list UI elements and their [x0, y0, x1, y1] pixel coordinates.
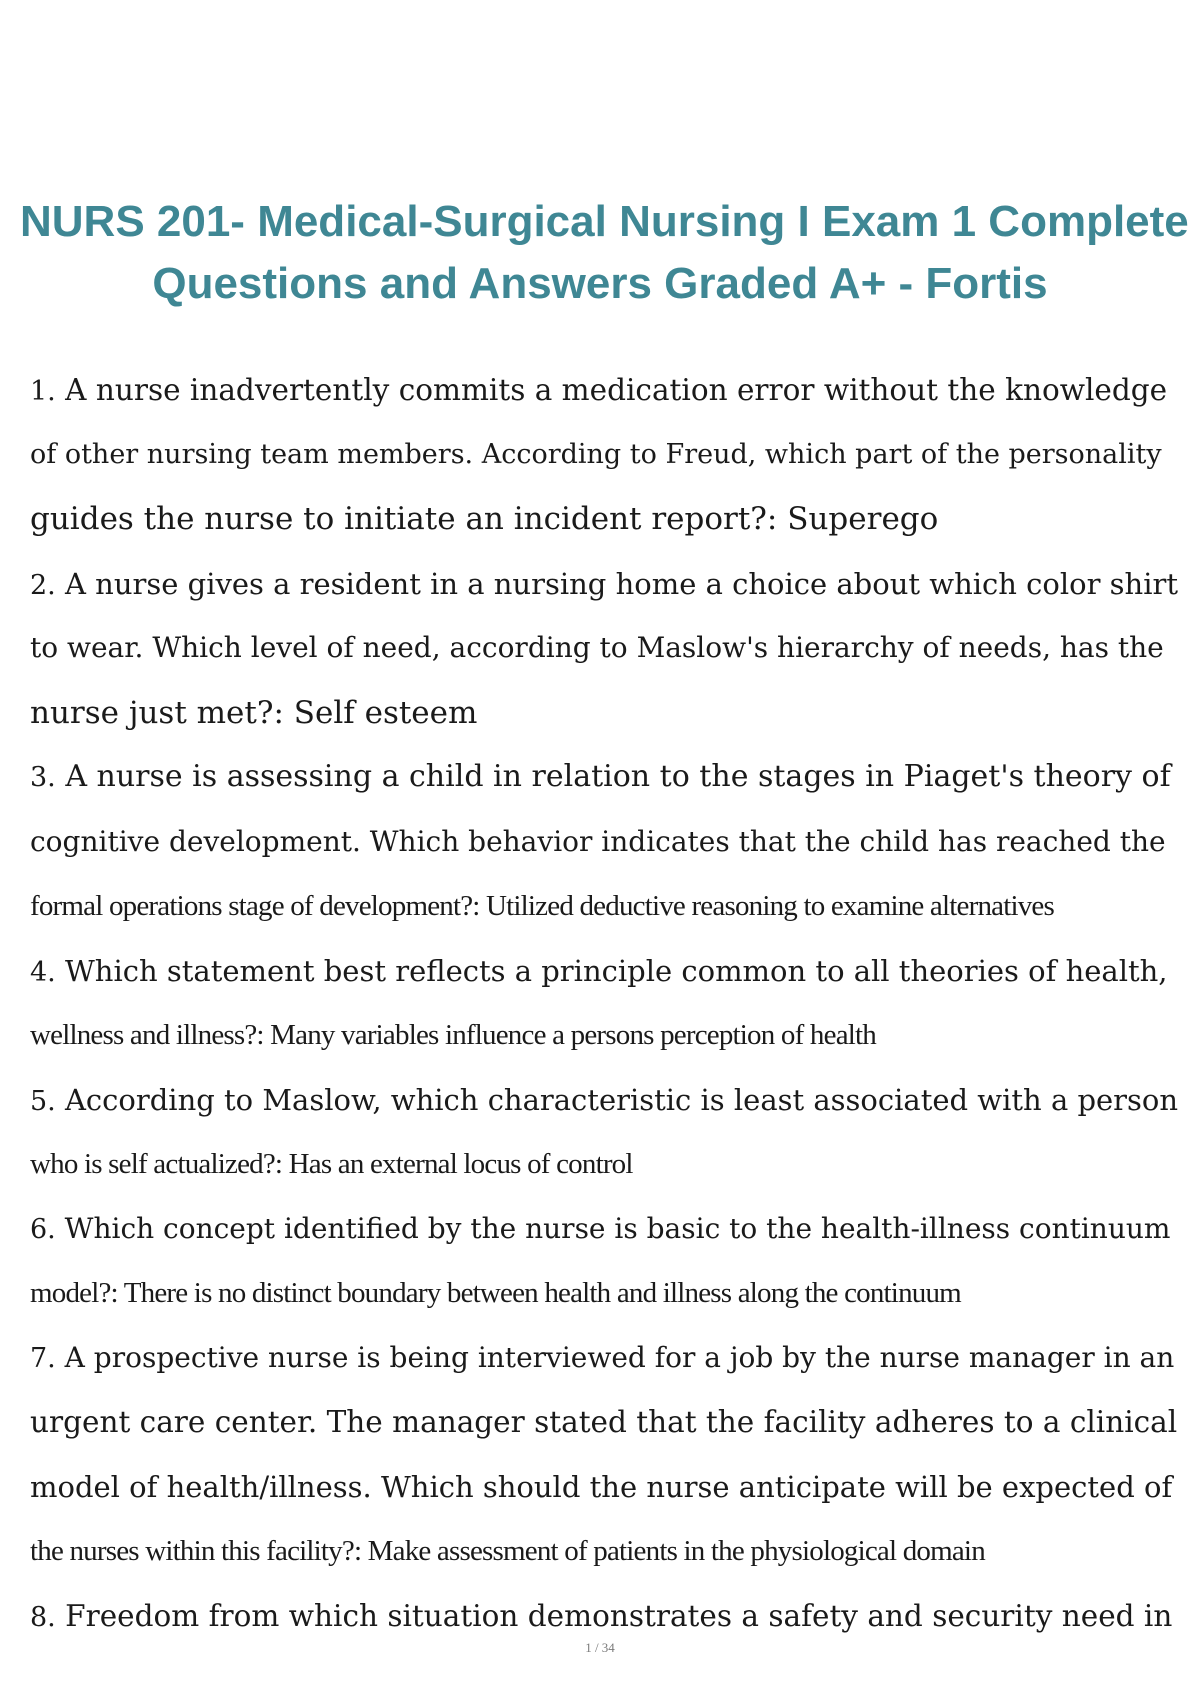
question-line — [30, 1326, 1180, 1391]
question-number: 5. — [30, 1085, 56, 1117]
title-line-1: NURS 201- Medical-Surgical Nursing I Exam 1 Complete — [20, 197, 1189, 247]
question-line: to wear. Which level of need, according to Maslow's hierarchy of needs, has the — [30, 631, 1164, 664]
question-item-6 — [30, 1197, 1180, 1326]
question-item-2 — [30, 552, 1180, 746]
question-number: 6. — [30, 1213, 56, 1245]
question-item-7 — [30, 1326, 1180, 1584]
question-line: of other nursing team members. According to Freud, which part of the personality — [30, 438, 1162, 470]
page-number: 1 / 34 — [585, 1640, 615, 1655]
question-text: According to Maslow, which characteristic is least associated with a person — [64, 1082, 1179, 1117]
question-text: Which concept identified by the nurse is basic to the health-illness continuum — [64, 1211, 1171, 1245]
answer-line: model?: There is no distinct boundary between health and illness along the continuum — [30, 1277, 961, 1309]
answer-line: wellness and illness?: Many variables influence a persons perception of health — [30, 1019, 876, 1051]
answer-line: formal operations stage of development?: Utilized deductive reasoning to examine alternatives — [30, 890, 1054, 922]
question-line — [30, 1068, 1180, 1133]
question-line: urgent care center. The manager stated that the facility adheres to a clinical — [30, 1405, 1178, 1439]
question-text: A nurse is assessing a child in relation to the stages in Piaget's theory of — [65, 759, 1171, 794]
question-item-5 — [30, 1068, 1180, 1197]
document-title — [20, 191, 1189, 315]
question-item-1 — [30, 358, 1180, 552]
question-text: Which statement best reflects a principle common to all theories of health, — [64, 953, 1168, 988]
title-line-2: Questions and Answers Graded A+ - Fortis — [152, 259, 1048, 309]
question-number: 8. — [30, 1601, 56, 1633]
answer-line: the nurses within this facility?: Make assessment of patients in the physiological domain — [30, 1535, 985, 1567]
question-item-4 — [30, 939, 1180, 1068]
answer-line: guides the nurse to initiate an incident report?: Superego — [30, 501, 939, 537]
question-line — [30, 1584, 1180, 1649]
question-number: 7. — [30, 1342, 56, 1374]
answer-line: nurse just met?: Self esteem — [30, 694, 478, 731]
answer-line: who is self actualized?: Has an external locus of control — [30, 1148, 633, 1180]
question-text: A nurse inadvertently commits a medication error without the knowledge — [65, 373, 1168, 407]
question-number: 1. — [30, 376, 56, 407]
question-line — [30, 358, 1180, 423]
question-line — [30, 1197, 1180, 1262]
question-line — [30, 745, 1180, 810]
question-line: model of health/illness. Which should the nurse anticipate will be expected of — [30, 1469, 1173, 1504]
question-line — [30, 552, 1180, 617]
question-line: cognitive development. Which behavior indicates that the child has reached the — [30, 824, 1166, 858]
question-text: A nurse gives a resident in a nursing home a choice about which color shirt — [64, 566, 1179, 601]
question-number: 2. — [30, 569, 56, 601]
question-item-8 — [30, 1584, 1180, 1649]
question-list — [30, 358, 1180, 1648]
question-number: 3. — [30, 762, 56, 793]
question-text: A prospective nurse is being interviewed for a job by the nurse manager in an — [64, 1340, 1175, 1374]
question-item-3 — [30, 745, 1180, 939]
question-number: 4. — [30, 956, 56, 988]
question-line — [30, 939, 1180, 1004]
question-text: Freedom from which situation demonstrates a safety and security need in — [65, 1598, 1173, 1633]
